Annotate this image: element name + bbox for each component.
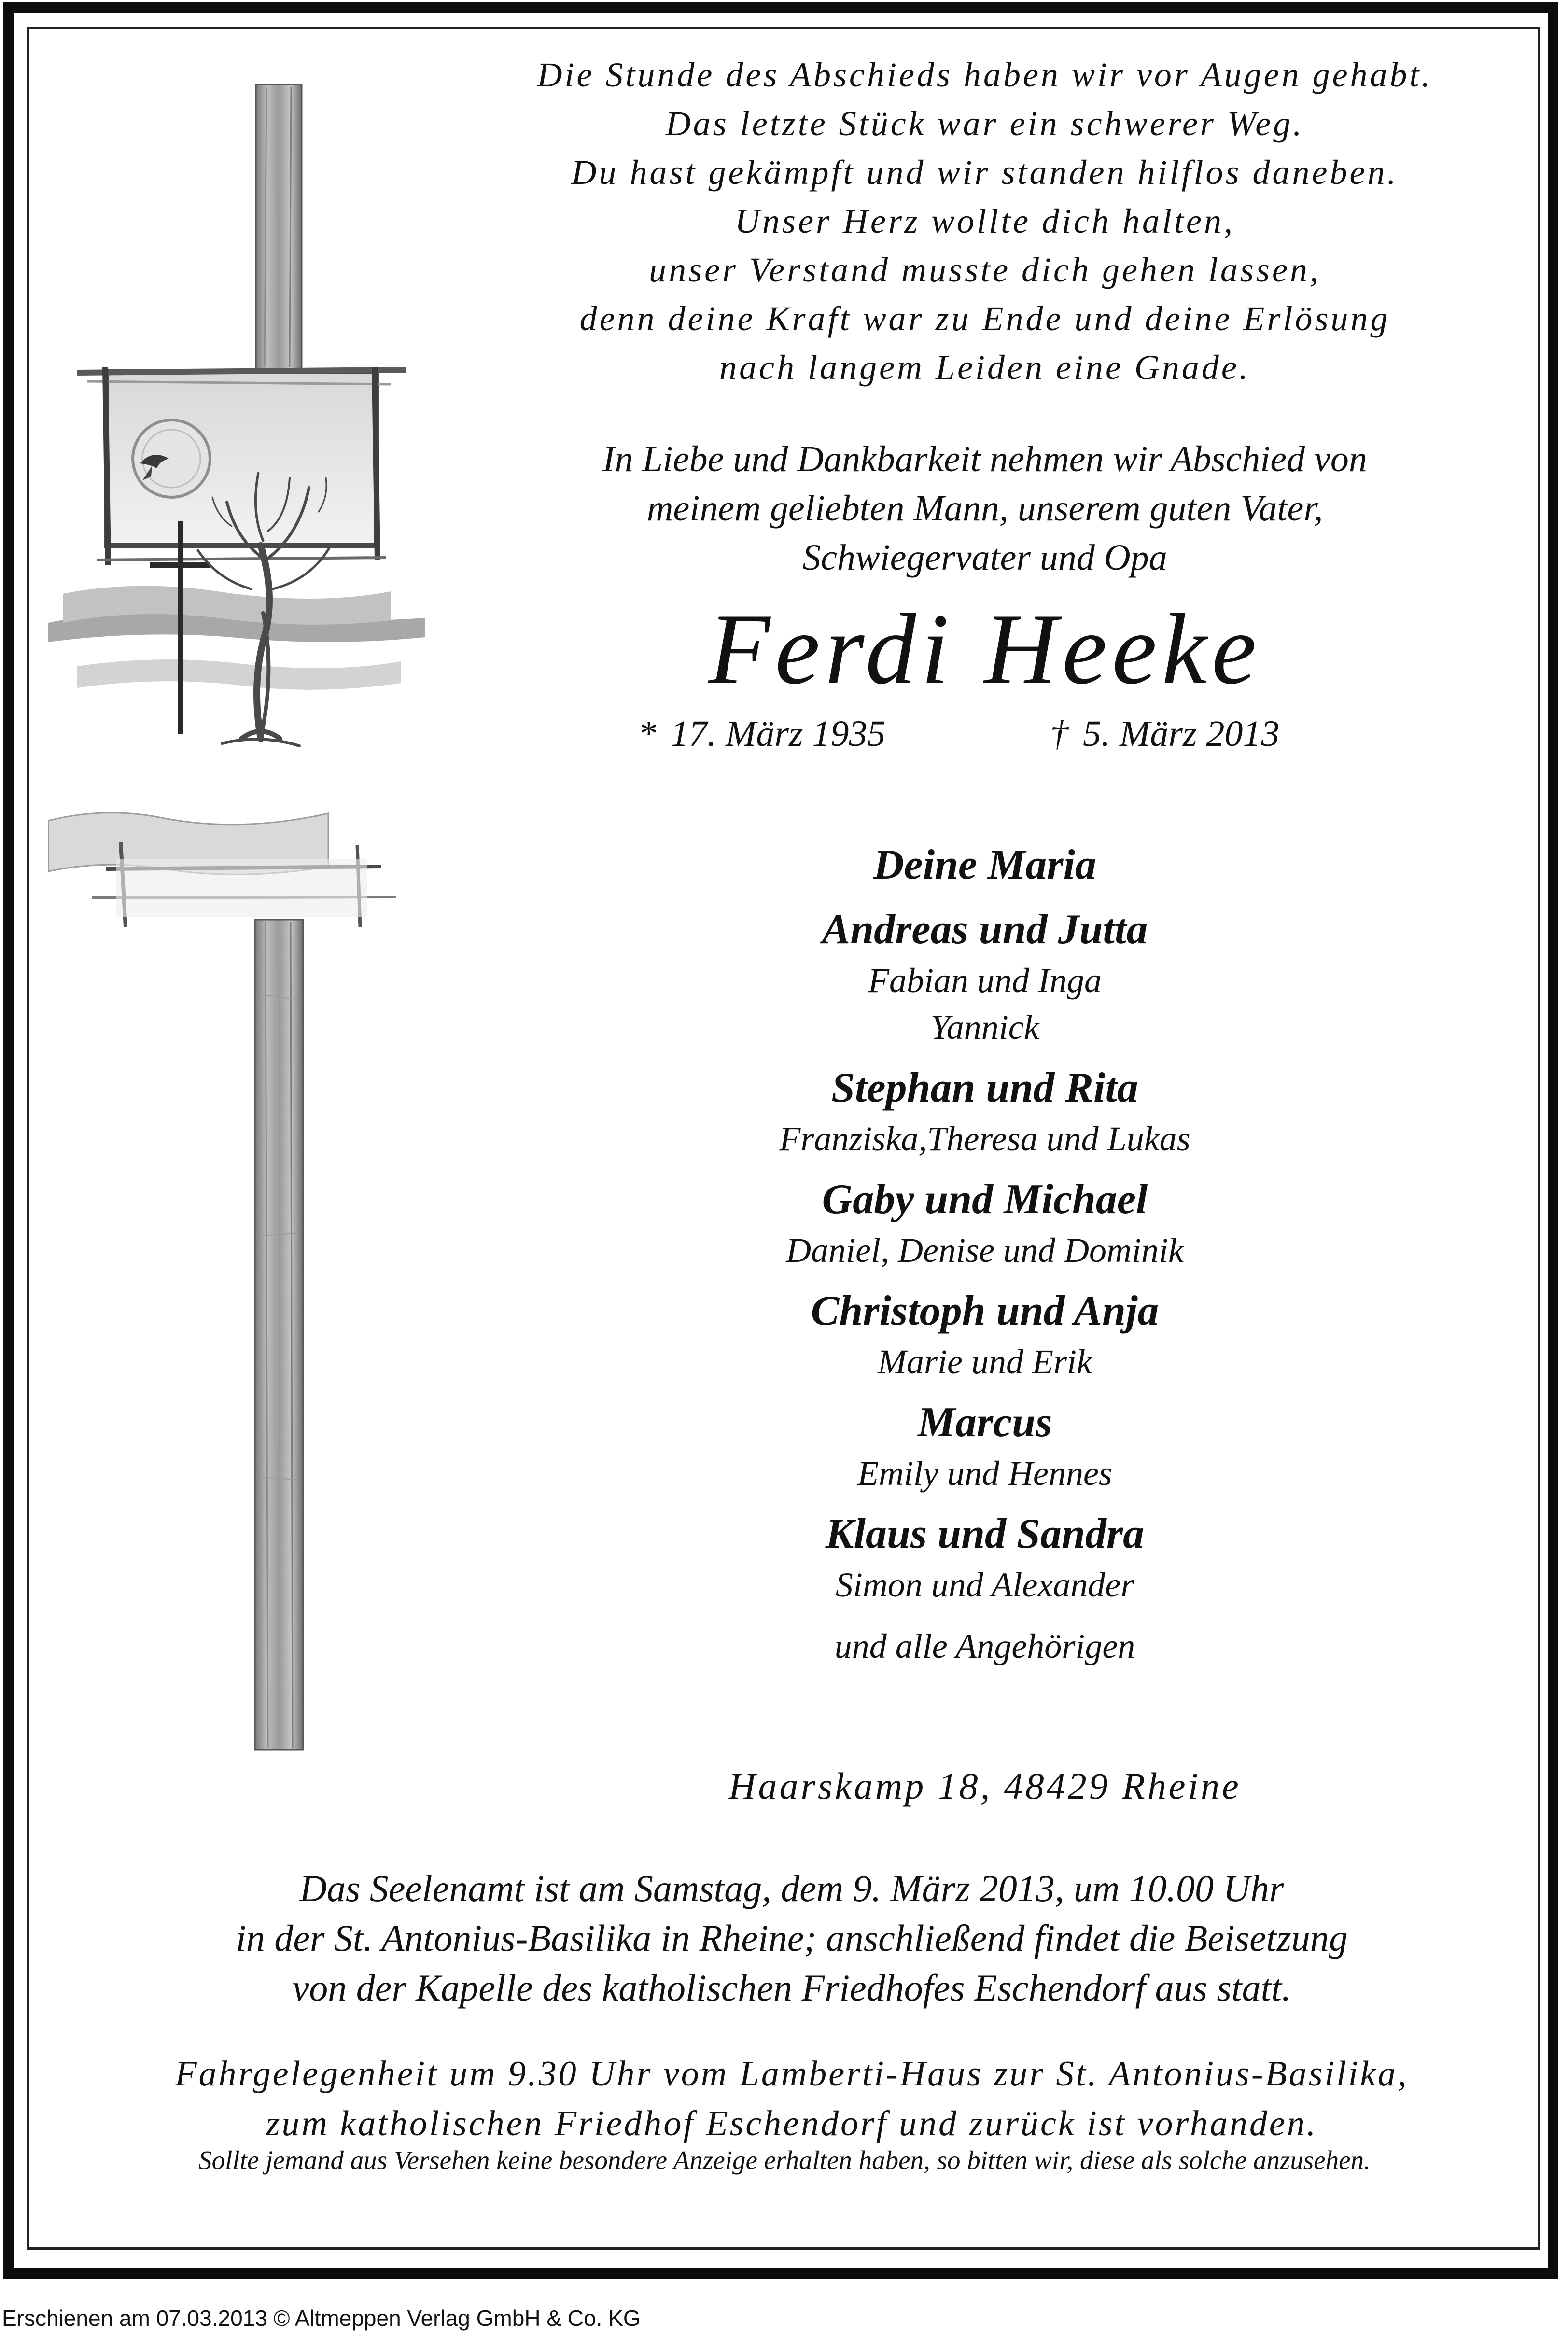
service-line: Das Seelenamt ist am Samstag, dem 9. März 2013, um 10.00 Uhr	[299, 1867, 1284, 1909]
poem-line: Du hast gekämpft und wir standen hilflos daneben.	[571, 153, 1399, 192]
family-group-name: Christoph und Anja	[811, 1287, 1159, 1334]
poem-line: nach langem Leiden eine Gnade.	[719, 348, 1250, 387]
service-info	[77, 1863, 1506, 2013]
poem-line: denn deine Kraft war zu Ende und deine Erlösung	[579, 299, 1390, 338]
transport-line: zum katholischen Friedhof Eschendorf und zurück ist vorhanden.	[266, 2104, 1318, 2143]
publication-footer: Erschienen am 07.03.2013 © Altmeppen Verlag GmbH & Co. KG	[2, 2306, 641, 2331]
poem-line: unser Verstand musste dich gehen lassen,	[649, 251, 1321, 289]
address: Haarskamp 18, 48429 Rheine	[728, 1765, 1241, 1807]
lower-band	[48, 813, 396, 927]
life-dates	[463, 710, 1506, 758]
family-group-children: Emily und Hennes	[857, 1454, 1112, 1493]
transport-line: Fahrgelegenheit um 9.30 Uhr vom Lamberti-Haus zur St. Antonius-Basilika,	[175, 2054, 1409, 2094]
poem-line: Die Stunde des Abschieds haben wir vor Augen gehabt.	[537, 56, 1433, 94]
death-date	[1050, 710, 1279, 758]
service-line: von der Kapelle des katholischen Friedhofes Eschendorf aus statt.	[292, 1967, 1291, 2009]
family-others: und alle Angehörigen	[834, 1627, 1135, 1665]
birth-symbol: *	[640, 714, 658, 754]
family-wife: Deine Maria	[873, 841, 1096, 888]
intro-line: meinem geliebten Mann, unserem guten Vater,	[646, 488, 1323, 529]
family-group-name: Gaby und Michael	[822, 1176, 1148, 1223]
poem-line: Unser Herz wollte dich halten,	[735, 202, 1235, 240]
family-group-name: Stephan und Rita	[831, 1064, 1138, 1111]
service-line: in der St. Antonius-Basilika in Rheine; anschließend findet die Beisetzung	[236, 1917, 1348, 1959]
family-group-children: Daniel, Denise und Dominik	[786, 1231, 1184, 1270]
family-group-children: Marie und Erik	[878, 1343, 1092, 1381]
birth-date-value: 17. März 1935	[671, 714, 886, 754]
poem-line: Das letzte Stück war ein schwerer Weg.	[665, 104, 1304, 143]
birth-date	[640, 710, 885, 758]
poem	[463, 51, 1506, 392]
picture-ground	[48, 558, 425, 690]
family-group-name: Andreas und Jutta	[822, 906, 1148, 953]
family-group-children: Simon und Alexander	[835, 1566, 1134, 1604]
cross-upper-beam	[256, 84, 302, 369]
family-group-children: Franziska,Theresa und Lukas	[779, 1120, 1190, 1158]
family-list	[463, 838, 1506, 1670]
death-symbol: †	[1050, 714, 1068, 754]
family-group-children: Yannick	[930, 1008, 1039, 1047]
intro-text	[463, 434, 1506, 582]
transport-info	[77, 2049, 1506, 2149]
family-group-name: Klaus und Sandra	[825, 1511, 1145, 1557]
intro-line: In Liebe und Dankbarkeit nehmen wir Abschied von	[602, 439, 1367, 479]
deceased-name: Ferdi Heeke	[708, 593, 1261, 705]
death-date-value: 5. März 2013	[1083, 714, 1280, 754]
notice-text: Sollte jemand aus Versehen keine besondere Anzeige erhalten haben, so bitten wir, diese als solche anzusehen.	[198, 2145, 1371, 2175]
cross-with-tree-illustration	[48, 77, 425, 1767]
family-group-name: Marcus	[917, 1399, 1052, 1446]
intro-line: Schwiegervater und Opa	[802, 537, 1167, 578]
family-group-children: Fabian und Inga	[868, 961, 1102, 1000]
cross-lower-beam	[255, 920, 303, 1750]
